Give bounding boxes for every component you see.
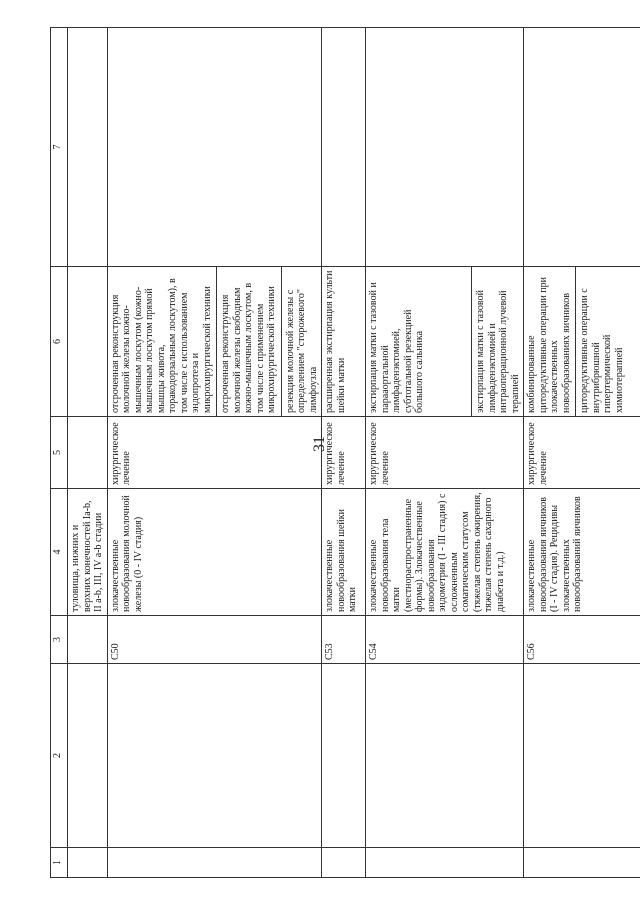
- cell-method: [366, 267, 524, 417]
- method-text: расширенная экстирпация культи шейки матки: [324, 270, 347, 413]
- table-row: [107, 28, 322, 878]
- header-cell: 6: [51, 267, 68, 417]
- cell-cost: [366, 28, 524, 267]
- method-text: экстирпация матки с тазовой и парааортальной лимфаденэктомией, субтотальной резекцией большого сальника: [368, 282, 425, 413]
- table-row: [366, 28, 524, 878]
- procedures-table: [50, 27, 640, 878]
- cell-num: [322, 848, 366, 878]
- cell-diagnosis: злокачественные новообразования молочной железы (0 - IV стадия): [107, 489, 322, 616]
- header-cell: 7: [51, 28, 68, 267]
- method-text: резекция молочной железы с определением "сторожевого" лимфоузла: [281, 267, 320, 416]
- method-text: экстирпация матки с тазовой лимфаденэктомией и интраоперационной лучевой терапией: [471, 267, 521, 416]
- cell-method: [322, 267, 366, 417]
- cell-treatment: хирургическое лечение: [366, 417, 524, 489]
- page-number: 31: [311, 436, 328, 452]
- cell-code: C53: [322, 616, 366, 664]
- cell-code: C56: [524, 616, 640, 664]
- header-cell: 5: [51, 417, 68, 489]
- header-cell: 2: [51, 664, 68, 848]
- cell-method: [68, 267, 108, 417]
- method-text: отсроченная реконструкция молочной железы кожно-мышечным лоскутом (кожно-мышечным лоскутом прямой мышцы живота, торакодорзальным лоскутом), в том числе с использованием эндопротеза и микрохирургической техники: [109, 278, 213, 413]
- cell-name: [322, 664, 366, 848]
- header-cell: 4: [51, 489, 68, 616]
- cell-code: C54: [366, 616, 524, 664]
- method-text: комбинированные циторедуктивные операции при злокачественных новообразованиях яичников: [526, 276, 572, 413]
- cell-name: [524, 664, 640, 848]
- table-row: [322, 28, 366, 878]
- rotated-table-frame: [50, 28, 635, 878]
- cell-diagnosis: злокачественные новообразования шейки матки: [322, 489, 366, 616]
- cell-cost: [524, 28, 640, 267]
- table-row: [68, 28, 108, 878]
- cell-name: [68, 664, 108, 848]
- cell-diagnosis: злокачественные новообразования тела матки (местнораспространенные формы). Злокачественные новообразования эндометрия (I - III стадия) с осложненным соматическим статусом (тяжелая степень ожирения, тяжелая степень сахарного диабета и т.д.): [366, 489, 524, 616]
- cell-diagnosis: туловища, нижних и верхних конечностей Ia-b, II a-b, III, IV a-b стадии: [68, 489, 108, 616]
- header-cell: 1: [51, 848, 68, 878]
- cell-method: [524, 267, 640, 417]
- cell-num: [68, 848, 108, 878]
- cell-code: [68, 616, 108, 664]
- cell-treatment: хирургическое лечение: [322, 417, 366, 489]
- cell-diagnosis: злокачественные новообразования яичников (I - IV стадия). Рецидивы злокачественных новообразований яичников: [524, 489, 640, 616]
- cell-code: C50: [107, 616, 322, 664]
- cell-num: [107, 848, 322, 878]
- header-cell: 3: [51, 616, 68, 664]
- table-row: [524, 28, 640, 878]
- method-text: отсроченная реконструкция молочной железы свободным кожно-мышечным лоскутом, в том числе с применением микрохирургической техники: [216, 267, 278, 416]
- cell-num: [366, 848, 524, 878]
- cell-num: [524, 848, 640, 878]
- cell-treatment: хирургическое лечение: [107, 417, 322, 489]
- cell-cost: [107, 28, 322, 267]
- header-row: [51, 28, 68, 878]
- cell-cost: [68, 28, 108, 267]
- method-text: циторедуктивные операции с внутрибрюшной гипертермической химиотерапией: [575, 267, 625, 416]
- cell-treatment: [68, 417, 108, 489]
- cell-treatment: хирургическое лечение: [524, 417, 640, 489]
- cell-cost: [322, 28, 366, 267]
- cell-name: [107, 664, 322, 848]
- cell-method: [107, 267, 322, 417]
- cell-name: [366, 664, 524, 848]
